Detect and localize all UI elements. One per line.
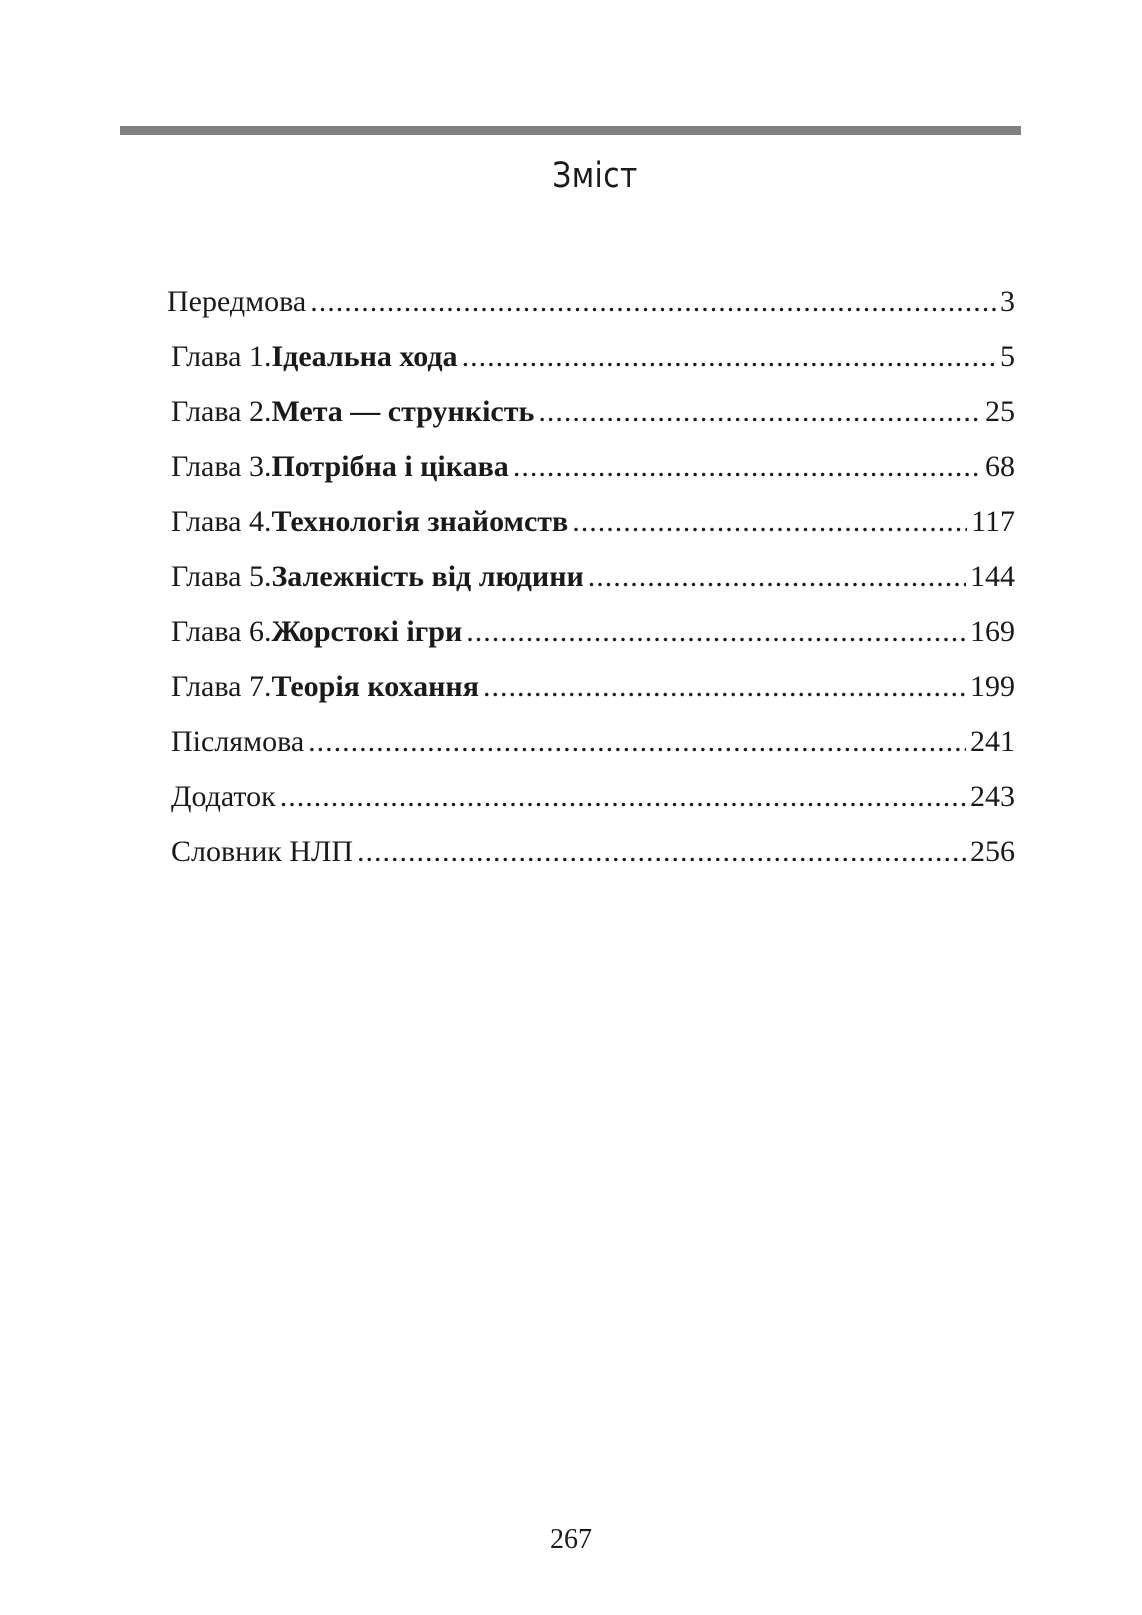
toc-entry-title: Потрібна і цікава xyxy=(271,450,509,483)
dot-leader xyxy=(310,282,996,322)
toc-entry-page: 256 xyxy=(970,835,1015,868)
toc-entry-label: Передмова xyxy=(167,285,307,318)
dot-leader xyxy=(588,557,966,597)
dot-leader xyxy=(462,337,996,377)
toc-entry-title: Мета — стрункість xyxy=(271,395,535,428)
toc-entry-chapter-5[interactable] xyxy=(171,557,1015,612)
toc-entry-label: Післямова xyxy=(171,725,305,758)
toc-entry-page: 144 xyxy=(970,560,1015,593)
toc-entry-page: 68 xyxy=(985,450,1015,483)
dot-leader xyxy=(513,447,981,487)
toc-entry-page: 241 xyxy=(970,725,1015,758)
toc-entry-label: Глава 7. xyxy=(171,670,272,703)
dot-leader xyxy=(483,667,966,707)
toc-entry-label: Глава 6. xyxy=(171,615,272,648)
dot-leader xyxy=(572,502,967,542)
toc-entry-label: Глава 3. xyxy=(171,450,272,483)
toc-entry-title: Залежність від людини xyxy=(271,560,584,593)
toc-entry-preface[interactable] xyxy=(167,282,1015,337)
toc-entry-title: Теорія кохання xyxy=(271,670,479,703)
toc-entry-page: 5 xyxy=(1000,340,1015,373)
toc-entry-page: 199 xyxy=(970,670,1015,703)
toc-entry-page: 117 xyxy=(971,505,1015,538)
table-of-contents xyxy=(167,282,1015,887)
toc-entry-label: Словник НЛП xyxy=(171,835,354,868)
toc-entry-chapter-7[interactable] xyxy=(171,667,1015,722)
page-title: Зміст xyxy=(552,156,638,196)
toc-entry-label: Глава 4. xyxy=(171,505,272,538)
toc-entry-label: Глава 5. xyxy=(171,560,272,593)
dot-leader xyxy=(538,392,981,432)
header-rule xyxy=(120,126,1021,135)
toc-entry-chapter-2[interactable] xyxy=(171,392,1015,447)
toc-entry-chapter-6[interactable] xyxy=(171,612,1015,667)
toc-entry-chapter-1[interactable] xyxy=(171,337,1015,392)
dot-leader xyxy=(308,722,966,762)
toc-entry-page: 243 xyxy=(970,780,1015,813)
toc-entry-chapter-3[interactable] xyxy=(171,447,1015,502)
toc-entry-title: Ідеальна хода xyxy=(271,340,458,373)
dot-leader xyxy=(280,777,966,817)
toc-entry-chapter-4[interactable] xyxy=(171,502,1015,557)
toc-entry-title: Технологія знайомств xyxy=(271,505,569,538)
dot-leader xyxy=(466,612,966,652)
toc-entry-label: Додаток xyxy=(171,780,276,813)
toc-entry-page: 169 xyxy=(970,615,1015,648)
toc-entry-page: 3 xyxy=(1000,285,1015,318)
toc-entry-label: Глава 1. xyxy=(171,340,272,373)
page-number: 267 xyxy=(550,1524,592,1555)
toc-entry-afterword[interactable] xyxy=(171,722,1015,777)
toc-entry-label: Глава 2. xyxy=(171,395,272,428)
dot-leader xyxy=(357,832,966,872)
toc-entry-title: Жорстокі ігри xyxy=(271,615,463,648)
toc-entry-glossary[interactable] xyxy=(171,832,1015,887)
toc-entry-appendix[interactable] xyxy=(171,777,1015,832)
toc-entry-page: 25 xyxy=(985,395,1015,428)
